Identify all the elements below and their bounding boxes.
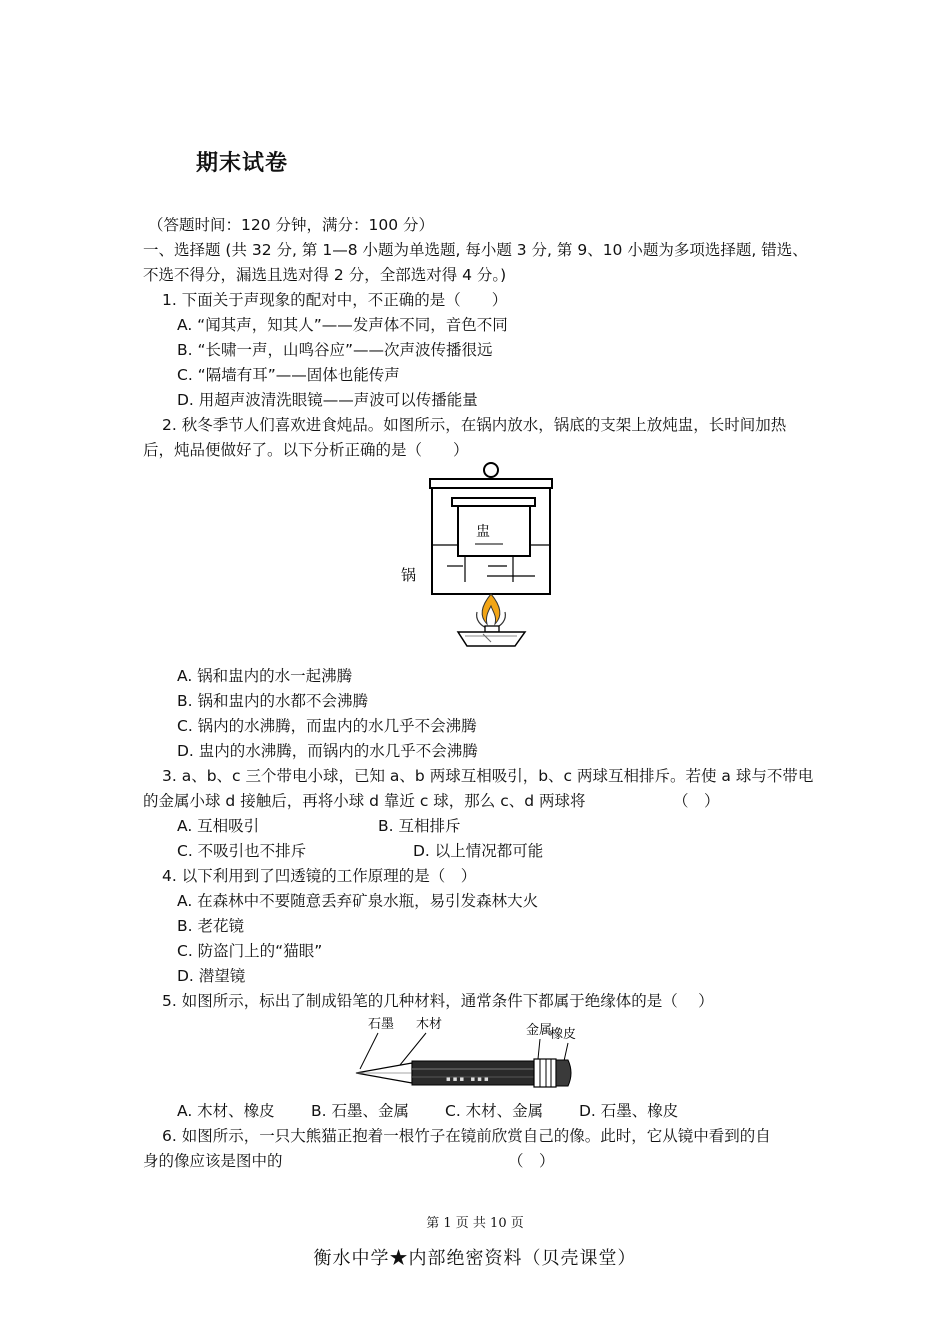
question-2-option-b: B. 锅和盅内的水都不会沸腾: [177, 692, 368, 710]
question-2-stem-cont: 后，炖品便做好了。以下分析正确的是（ ）: [143, 441, 469, 459]
question-3-answer-paren: （ ）: [673, 792, 720, 810]
question-1-option-a: A. “闻其声，知其人”——发声体不同，音色不同: [177, 316, 508, 334]
question-2-option-c: C. 锅内的水沸腾，而盅内的水几乎不会沸腾: [177, 717, 477, 735]
footer-brand: 衡水中学★内部绝密资料（贝壳课堂）: [313, 1248, 637, 1269]
stew-pot-figure: [395, 460, 565, 655]
question-4-option-a: A. 在森林中不要随意丢弃矿泉水瓶，易引发森林大火: [177, 892, 539, 910]
question-2-option-a: A. 锅和盅内的水一起沸腾: [177, 667, 353, 685]
question-4-stem: 4. 以下利用到了凹透镜的工作原理的是（ ）: [162, 867, 477, 885]
svg-text:▪▪▪ ▪▪▪: ▪▪▪ ▪▪▪: [446, 1075, 491, 1083]
question-2-option-d: D. 盅内的水沸腾，而锅内的水几乎不会沸腾: [177, 742, 478, 760]
question-5-option-d: D. 石墨、橡皮: [579, 1102, 679, 1120]
section-1-heading-cont: 不选不得分，漏选且选对得 2 分，全部选对得 4 分。): [143, 266, 507, 284]
page-title: 期末试卷: [196, 151, 289, 176]
question-3-option-c: C. 不吸引也不排斥: [177, 842, 307, 860]
question-5-option-a: A. 木材、橡皮: [177, 1102, 275, 1120]
metal-label: 金属: [526, 1023, 553, 1038]
exam-info: （答题时间：120 分钟，满分：100 分）: [148, 216, 435, 234]
section-1-heading: 一、选择题 (共 32 分, 第 1—8 小题为单选题, 每小题 3 分, 第 9、10 小题为多项选择题, 错选、: [143, 241, 808, 259]
question-1-option-b: B. “长啸一声，山鸣谷应”——次声波传播很远: [177, 341, 493, 359]
question-5-option-c: C. 木材、金属: [445, 1102, 544, 1120]
question-6-stem: 6. 如图所示，一只大熊猫正抱着一根竹子在镜前欣赏自己的像。此时，它从镜中看到的自: [162, 1127, 771, 1145]
question-6-stem-cont: 身的像应该是图中的: [143, 1152, 283, 1170]
graphite-label: 石墨: [368, 1017, 395, 1032]
question-4-option-d: D. 潜望镜: [177, 967, 246, 985]
question-4-option-c: C. 防盗门上的“猫眼”: [177, 942, 323, 960]
cup-label: 盅: [476, 524, 490, 540]
question-5-stem: 5. 如图所示，标出了制成铅笔的几种材料，通常条件下都属于绝缘体的是（ ）: [162, 992, 714, 1010]
question-3-stem-cont: 的金属小球 d 接触后，再将小球 d 靠近 c 球，那么 c、d 两球将: [143, 792, 586, 810]
question-1-option-d: D. 用超声波清洗眼镜——声波可以传播能量: [177, 391, 478, 409]
question-1-stem: 1. 下面关于声现象的配对中，不正确的是（ ）: [162, 291, 508, 309]
question-3-stem: 3. a、b、c 三个带电小球，已知 a、b 两球互相吸引，b、c 两球互相排斥。若使 a 球与不带电: [162, 767, 814, 785]
wood-label: 木材: [416, 1017, 443, 1032]
question-5-option-b: B. 石墨、金属: [311, 1102, 409, 1120]
question-3-option-b: B. 互相排斥: [378, 817, 461, 835]
question-4-option-b: B. 老花镜: [177, 917, 244, 935]
question-6-answer-paren: （ ）: [508, 1152, 555, 1170]
pot-label: 锅: [401, 566, 417, 584]
pencil-figure: [350, 1013, 580, 1093]
eraser-label: 橡皮: [549, 1027, 576, 1042]
question-2-stem: 2. 秋冬季节人们喜欢进食炖品。如图所示，在锅内放水，锅底的支架上放炖盅，长时间加热: [162, 416, 787, 434]
question-1-option-c: C. “隔墙有耳”——固体也能传声: [177, 366, 400, 384]
question-3-option-d: D. 以上情况都可能: [413, 842, 544, 860]
page-number: 第 1 页 共 10 页: [426, 1216, 524, 1231]
question-3-option-a: A. 互相吸引: [177, 817, 260, 835]
